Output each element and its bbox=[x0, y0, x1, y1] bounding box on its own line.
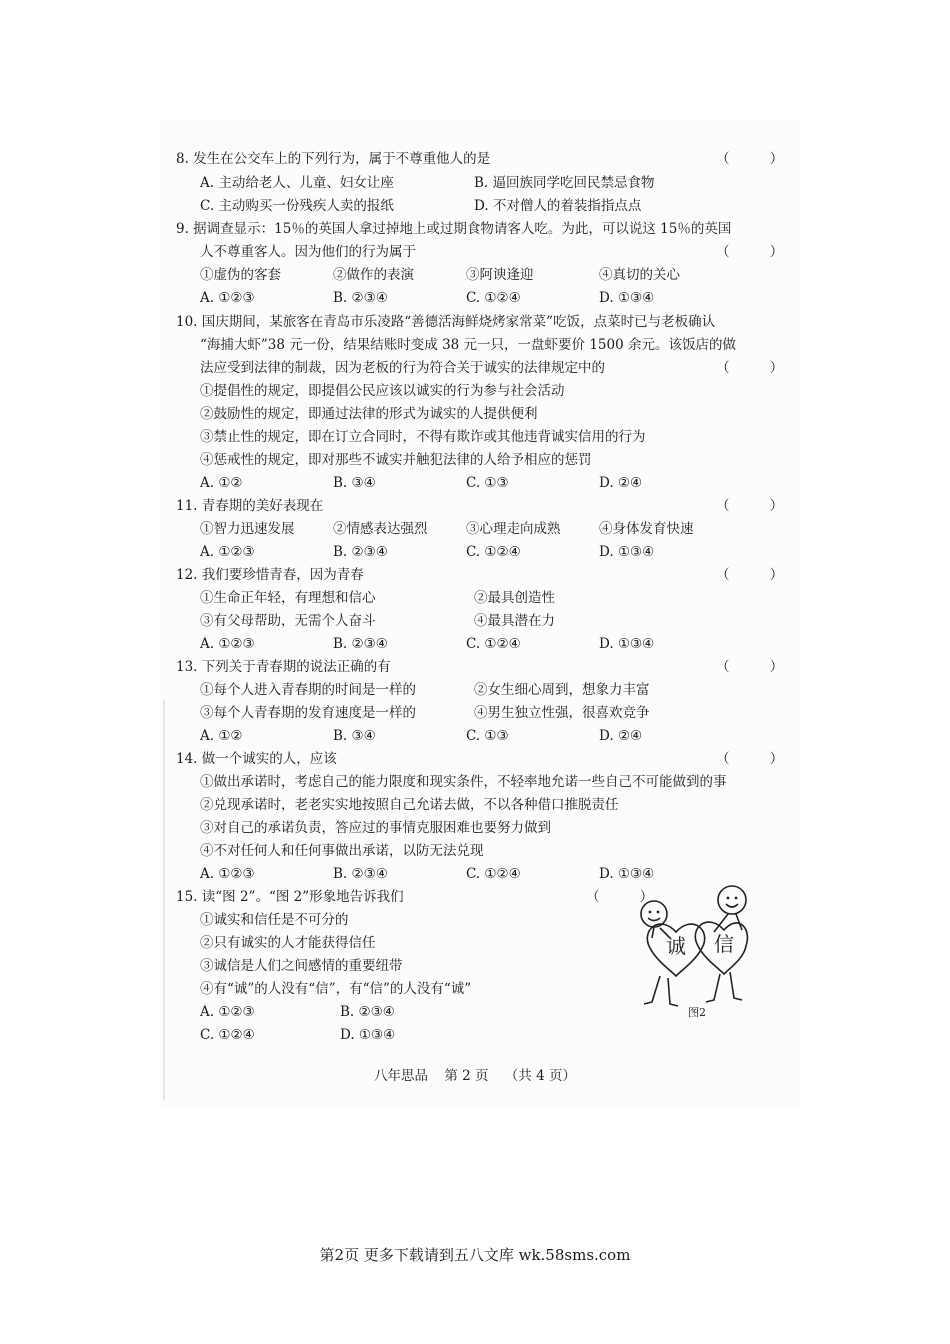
q10-item-2: ②鼓励性的规定，即通过法律的形式为诚实的人提供便利 bbox=[200, 406, 538, 422]
q14-item-1: ①做出承诺时，考虑自己的能力限度和现实条件，不轻率地允诺一些自己不可能做到的事 bbox=[200, 774, 727, 790]
q14-options: A. ①②③ B. ②③④ C. ①②④ D. ①③④ bbox=[200, 866, 655, 882]
q11-options: A. ①②③ B. ②③④ C. ①②④ D. ①③④ bbox=[200, 544, 655, 560]
footer-subject: 八年思品 bbox=[374, 1068, 429, 1084]
q13-options: A. ①② B. ③④ C. ①③ D. ②④ bbox=[200, 728, 643, 744]
left-person-head bbox=[641, 901, 667, 927]
q12-stem: 12. 我们要珍惜青春，因为青春 （ ） bbox=[176, 567, 802, 583]
figure-2-illustration bbox=[630, 880, 750, 1015]
q15-options-row2: C. ①②④ D. ①③④ bbox=[200, 1027, 396, 1043]
q15-item-3: ③诚信是人们之间感情的重要纽带 bbox=[200, 958, 403, 974]
page-footer bbox=[0, 1064, 950, 1084]
q8-options-row1 bbox=[200, 172, 766, 194]
q10-item-1: ①提倡性的规定，即提倡公民应该以诚实的行为参与社会活动 bbox=[200, 383, 565, 399]
q13-items-row2: ③每个人青春期的发育速度是一样的 ④男生独立性强，很喜欢竞争 bbox=[200, 705, 650, 721]
q8-option-b: B. 逼回族同学吃回民禁忌食物 bbox=[474, 175, 655, 191]
scan-shadow bbox=[163, 700, 165, 1100]
q8-stem: 8. 发生在公交车上的下列行为，属于不尊重他人的是 （ ） bbox=[176, 151, 802, 167]
q8-options-row2 bbox=[200, 195, 766, 217]
footer-total: （共 4 页） bbox=[504, 1068, 576, 1084]
q15-item-1: ①诚实和信任是不可分的 bbox=[200, 912, 349, 928]
footer-page: 第 2 页 bbox=[444, 1068, 489, 1084]
q9-stem-line1: 9. 据调查显示：15％的英国人拿过掉地上或过期食物请客人吃。为此，可以说这 15％的英国 bbox=[176, 221, 732, 237]
right-person-head bbox=[718, 886, 746, 914]
q12-options: A. ①②③ B. ②③④ C. ①②④ D. ①③④ bbox=[200, 636, 655, 652]
q11-stem: 11. 青春期的美好表现在 （ ） bbox=[176, 498, 802, 514]
q8-option-d: D. 不对僧人的着装指指点点 bbox=[474, 198, 642, 214]
q10-item-4: ④惩戒性的规定，即对那些不诚实并触犯法律的人给予相应的惩罚 bbox=[200, 452, 592, 468]
q15-item-2: ②只有诚实的人才能获得信任 bbox=[200, 935, 376, 951]
q12-items-row2: ③有父母帮助，无需个人奋斗 ④最具潜在力 bbox=[200, 613, 555, 629]
heart-left-label: 诚 bbox=[666, 934, 686, 958]
figure-caption: 图2 bbox=[688, 1006, 706, 1019]
q8-option-c: C. 主动购买一份残疾人卖的报纸 bbox=[200, 198, 394, 214]
q10-options: A. ①② B. ③④ C. ①③ D. ②④ bbox=[200, 475, 643, 491]
q8-option-a: A. 主动给老人、儿童、妇女让座 bbox=[200, 175, 394, 191]
q9-items: ①虚伪的客套 ②做作的表演 ③阿谀逢迎 ④真切的关心 bbox=[200, 267, 680, 283]
heart-right-label: 信 bbox=[714, 932, 734, 956]
q14-item-4: ④不对任何人和任何事做出承诺，以防无法兑现 bbox=[200, 843, 484, 859]
q14-item-2: ②兑现承诺时，老老实实地按照自己允诺去做，不以各种借口推脱责任 bbox=[200, 797, 619, 813]
q10-stem-line1: 10. 国庆期间，某旅客在青岛市乐凌路“善德活海鲜烧烤家常菜”吃饭，点菜时已与老板确认 bbox=[176, 314, 716, 330]
q10-stem-line2: “海捕大虾”38 元一份，结果结账时变成 38 元一只，一盘虾要价 1500 余元。该饭店的做 bbox=[200, 337, 736, 353]
q10-stem-line3: 法应受到法律的制裁，因为老板的行为符合关于诚实的法律规定中的 （ ） bbox=[200, 360, 802, 376]
q14-stem: 14. 做一个诚实的人，应该 （ ） bbox=[176, 751, 802, 767]
q12-items-row1: ①生命正年轻，有理想和信心 ②最具创造性 bbox=[200, 590, 555, 606]
q13-stem: 13. 下列关于青春期的说法正确的有 （ ） bbox=[176, 659, 802, 675]
q15-options-row1: A. ①②③ B. ②③④ bbox=[200, 1004, 395, 1020]
q13-items-row1: ①每个人进入青春期的时间是一样的 ②女生细心周到，想象力丰富 bbox=[200, 682, 650, 698]
honesty-trust-figure bbox=[630, 880, 750, 1015]
q11-items: ①智力迅速发展 ②情感表达强烈 ③心理走向成熟 ④身体发育快速 bbox=[200, 521, 694, 537]
q15-stem: 15. 读“图 2”。“图 2”形象地告诉我们 （ ） bbox=[176, 889, 672, 905]
q9-stem-line2: 人不尊重客人。因为他们的行为属于 （ ） bbox=[200, 244, 802, 260]
q9-options: A. ①②③ B. ②③④ C. ①②④ D. ①③④ bbox=[200, 290, 655, 306]
q10-item-3: ③禁止性的规定，即在订立合同时，不得有欺诈或其他违背诚实信用的行为 bbox=[200, 429, 646, 445]
q14-item-3: ③对自己的承诺负责，答应过的事情克服困难也要努力做到 bbox=[200, 820, 551, 836]
download-note: 第2页 更多下载请到五八文库 wk.58sms.com bbox=[319, 1246, 631, 1264]
q15-item-4: ④有“诚”的人没有“信”，有“信”的人没有“诚” bbox=[200, 981, 472, 997]
